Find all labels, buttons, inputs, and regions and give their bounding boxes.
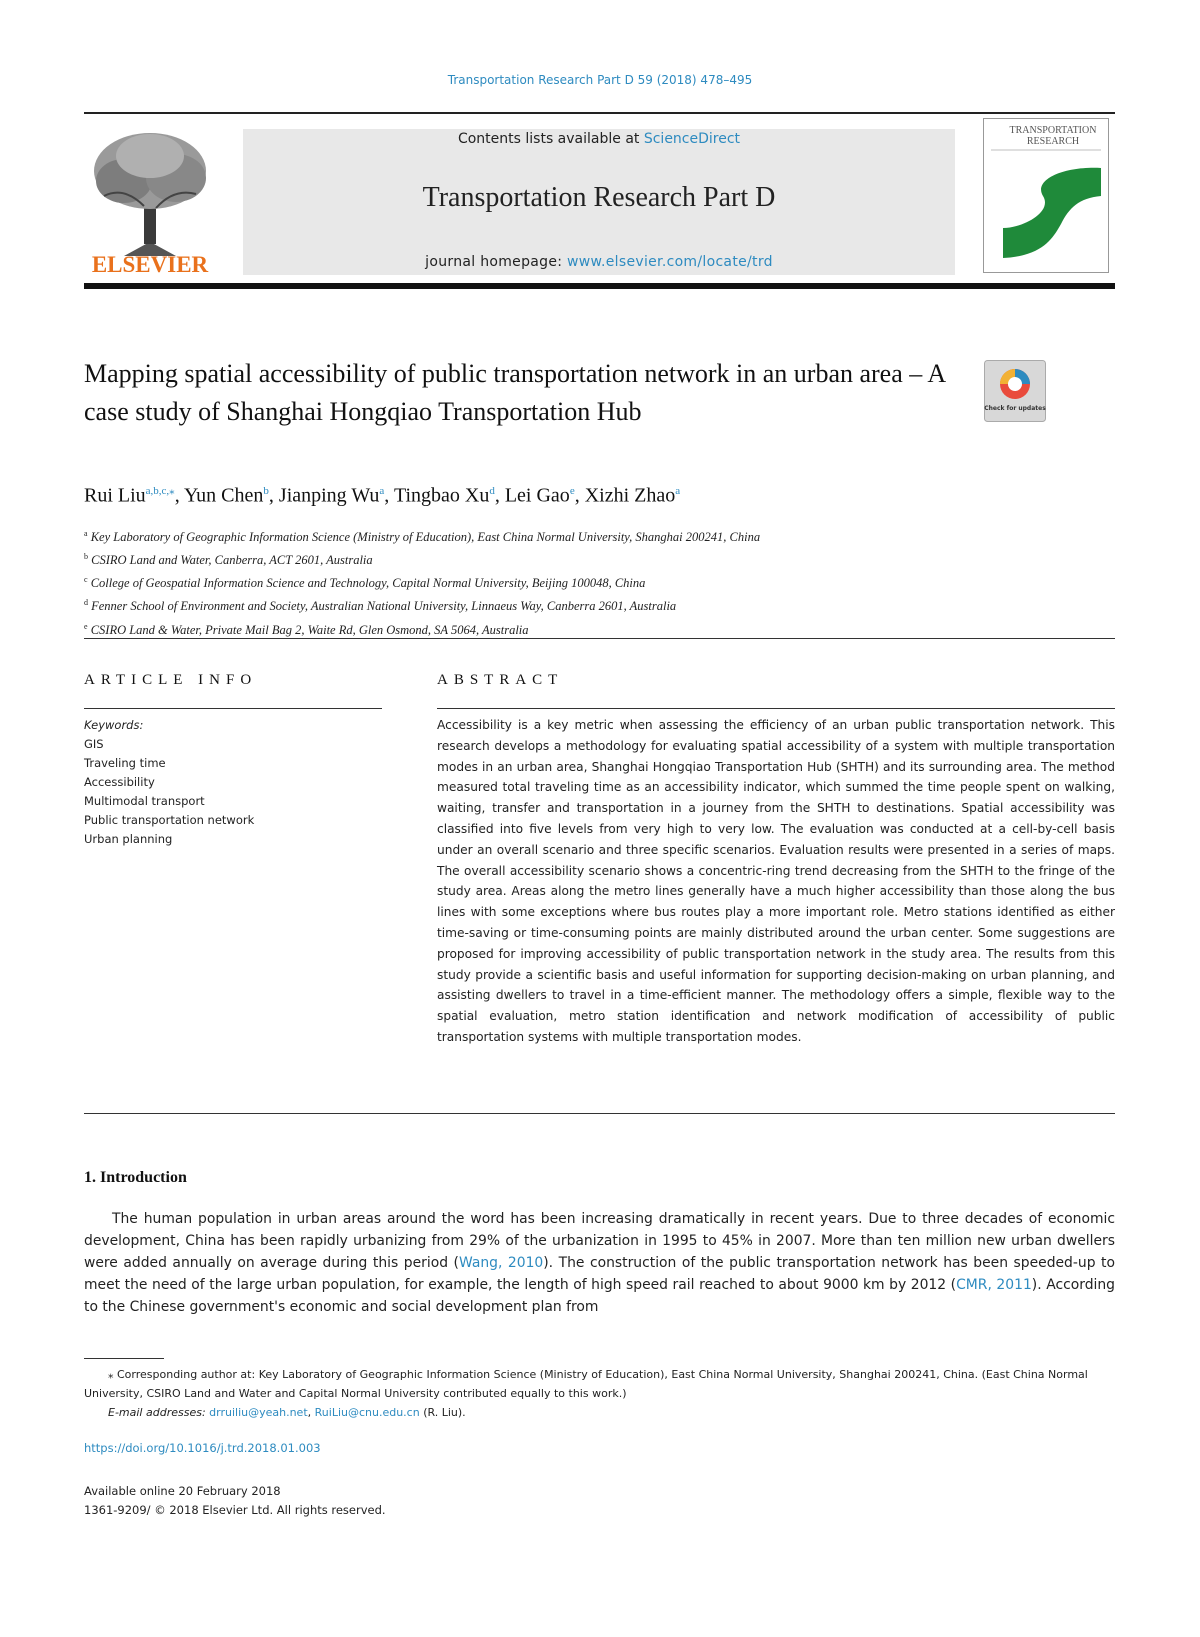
- author-affiliation-marker[interactable]: a: [379, 485, 385, 497]
- intro-text-part-1: The human population in urban areas around the word has been increasing dramatically in recent years. Due to three decades of economic development, China has been rapidly urbanizing from 29% of the urbanization in 1995 to 45% in 2007. More than ten million new urban dwellers were added annually on average during this period (: [84, 1211, 1115, 1271]
- journal-cover-thumbnail[interactable]: [983, 118, 1109, 273]
- author-name[interactable]: Jianping Wu: [278, 484, 380, 507]
- ref-cmr-2011[interactable]: CMR, 2011: [956, 1277, 1032, 1293]
- svg-text:ELSEVIER: ELSEVIER: [91, 252, 209, 276]
- svg-text:TRANSPORTATION: TRANSPORTATION: [1009, 125, 1097, 136]
- corresponding-author-footnote: [84, 1365, 1115, 1422]
- affiliation-text: Fenner School of Environment and Society, Australian National University, Linnaeus Way, Canberra 2601, Australia: [91, 599, 677, 614]
- footnote-marker: ⁎: [108, 1368, 114, 1381]
- intro-text-part-3: ). According to the Chinese government's economic and social development plan from: [84, 1277, 1115, 1315]
- keyword-item: Multimodal transport: [84, 794, 205, 808]
- article-title: Mapping spatial accessibility of public transportation network in an urban area – A case study of Shanghai Hongqiao Transportation Hub: [84, 359, 945, 426]
- elsevier-tree-icon: [84, 126, 216, 276]
- affiliation-item: [84, 570, 1115, 593]
- sciencedirect-link[interactable]: ScienceDirect: [643, 131, 741, 147]
- keyword-item: Traveling time: [84, 756, 166, 770]
- email-link-1[interactable]: drruiliu@yeah.net: [209, 1406, 308, 1419]
- email-label: E-mail addresses:: [108, 1406, 206, 1419]
- homepage-line: [243, 254, 955, 270]
- affiliation-list: [84, 524, 1115, 640]
- affiliation-text: College of Geospatial Information Science and Technology, Capital Normal University, Beijing 100048, China: [90, 576, 646, 591]
- author-separator: ,: [574, 484, 585, 507]
- author-name[interactable]: Lei Gao: [504, 484, 570, 507]
- author-affiliation-marker[interactable]: e: [569, 485, 575, 497]
- copyright-notice: 1361-9209/ © 2018 Elsevier Ltd. All rights reserved.: [84, 1503, 386, 1517]
- check-for-updates-badge[interactable]: [984, 360, 1046, 422]
- email-suffix: (R. Liu).: [419, 1406, 466, 1419]
- author-separator: ,: [174, 484, 184, 507]
- abstract-bottom-rule: [84, 1113, 1115, 1114]
- keyword-list: [84, 735, 254, 849]
- email-separator: ,: [307, 1406, 315, 1419]
- author-name[interactable]: Rui Liu: [84, 484, 146, 507]
- abstract-heading: ABSTRACT: [437, 672, 564, 688]
- affiliation-bottom-rule: [84, 638, 1115, 639]
- affiliation-marker: c: [84, 575, 88, 585]
- affiliation-item: [84, 593, 1115, 616]
- author-separator: ,: [494, 484, 505, 507]
- affiliation-marker: d: [84, 598, 88, 608]
- affiliation-marker: e: [84, 621, 88, 631]
- svg-text:Check for updates: Check for updates: [984, 405, 1046, 412]
- journal-name: Transportation Research Part D: [422, 182, 776, 213]
- publication-info: [84, 1482, 386, 1520]
- affiliation-item: [84, 524, 1115, 547]
- author-affiliation-marker[interactable]: a: [675, 485, 681, 497]
- footnote-emails: [84, 1403, 1115, 1422]
- svg-text:RESEARCH: RESEARCH: [1026, 136, 1080, 147]
- author-name[interactable]: Tingbao Xu: [393, 484, 490, 507]
- author-affiliation-marker[interactable]: d: [489, 485, 495, 497]
- affiliation-item: [84, 617, 1115, 640]
- footnote-body: [84, 1365, 1115, 1403]
- available-online: Available online 20 February 2018: [84, 1484, 281, 1498]
- keywords-block: [84, 716, 254, 849]
- affiliation-item: [84, 547, 1115, 570]
- cover-image-icon: [983, 118, 1109, 273]
- author-name[interactable]: Yun Chen: [183, 484, 264, 507]
- contents-prefix: Contents lists available at: [457, 131, 644, 147]
- footnote-text: Corresponding author at: Key Laboratory of Geographic Information Science (Ministry of Education), East China Normal University, Shanghai 200241, China. (East China Normal University, CSIRO Land and Water and Capital Normal University contributed equally to this work.): [84, 1368, 1088, 1400]
- keyword-item: Public transportation network: [84, 813, 255, 827]
- author-affiliation-marker[interactable]: a,b,c,⁎: [145, 485, 175, 497]
- footnote-rule: [84, 1358, 164, 1359]
- author-list: [84, 484, 680, 508]
- author-separator: ,: [268, 484, 279, 507]
- crossmark-icon: [984, 360, 1046, 422]
- contents-line: [243, 131, 955, 147]
- header-top-rule: [84, 112, 1115, 114]
- introduction-paragraph: [84, 1208, 1115, 1318]
- author-affiliation-marker[interactable]: b: [263, 485, 269, 497]
- author-name[interactable]: Xizhi Zhao: [584, 484, 676, 507]
- journal-citation[interactable]: Transportation Research Part D 59 (2018) 478–495: [447, 73, 753, 87]
- affiliation-text: Key Laboratory of Geographic Information Science (Ministry of Education), East China Normal University, Shanghai 200241, China: [90, 530, 761, 545]
- keyword-item: Accessibility: [84, 775, 155, 789]
- email-link-2[interactable]: RuiLiu@cnu.edu.cn: [314, 1406, 420, 1419]
- elsevier-logo[interactable]: [84, 126, 216, 276]
- abstract-rule: [437, 708, 1115, 709]
- homepage-link[interactable]: www.elsevier.com/locate/trd: [567, 254, 773, 270]
- keywords-label: Keywords:: [84, 718, 144, 732]
- author-separator: ,: [384, 484, 394, 507]
- abstract-text: Accessibility is a key metric when assessing the efficiency of an urban public transportation network. This research develops a methodology for evaluating spatial accessibility of a system with multiple transportation modes in an urban area, Shanghai Hongqiao Transportation Hub (SHTH) and its surrounding area. The method measured total traveling time as an accessibility indicator, which summed the time people spent on walking, waiting, transfer and transportation in a journey from the SHTH to destinations. Spatial accessibility was classified into five levels from very high to very low. The evaluation was conducted at a cell-by-cell basis under an overall scenario and three specific scenarios. Evaluation results were presented in a series of maps. The overall accessibility scenario shows a concentric-ring trend decreasing from the SHTH to the fringe of the study area. Areas along the metro lines generally have a much higher accessibility than those along the bus lines with some exceptions where bus routes play a more important role. Metro stations identified as either time-saving or time-consuming points are mainly distributed around the urban center. Some suggestions are proposed for improving accessibility of public transportation network in the study area. The results from this study provide a scientific basis and useful information for supporting decision-making on urban planning, and assisting dwellers to travel in a time-efficient manner. The methodology offers a simple, flexible way to the spatial evaluation, metro station identification and network modification of accessibility of public transportation systems with multiple transportation modes.: [437, 718, 1115, 1044]
- header-bottom-rule: [84, 283, 1115, 289]
- doi-link[interactable]: https://doi.org/10.1016/j.trd.2018.01.003: [84, 1441, 321, 1455]
- affiliation-marker: b: [84, 552, 88, 562]
- introduction-heading: 1. Introduction: [84, 1169, 187, 1186]
- affiliation-marker: a: [84, 529, 88, 538]
- keyword-item: GIS: [84, 737, 104, 751]
- ref-wang-2010[interactable]: Wang, 2010: [458, 1255, 544, 1271]
- article-info-heading: ARTICLE INFO: [84, 672, 258, 688]
- intro-text-part-2: ). The construction of the public transportation network has been speeded-up to meet the need of the large urban population, for example, the length of high speed rail reached to about 9000 km by 2012 (: [84, 1255, 1115, 1293]
- article-info-rule: [84, 708, 382, 709]
- affiliation-text: CSIRO Land & Water, Private Mail Bag 2, Waite Rd, Glen Osmond, SA 5064, Australia: [90, 622, 529, 637]
- keyword-item: Urban planning: [84, 832, 173, 846]
- affiliation-text: CSIRO Land and Water, Canberra, ACT 2601, Australia: [91, 553, 373, 568]
- homepage-prefix: journal homepage:: [425, 254, 568, 270]
